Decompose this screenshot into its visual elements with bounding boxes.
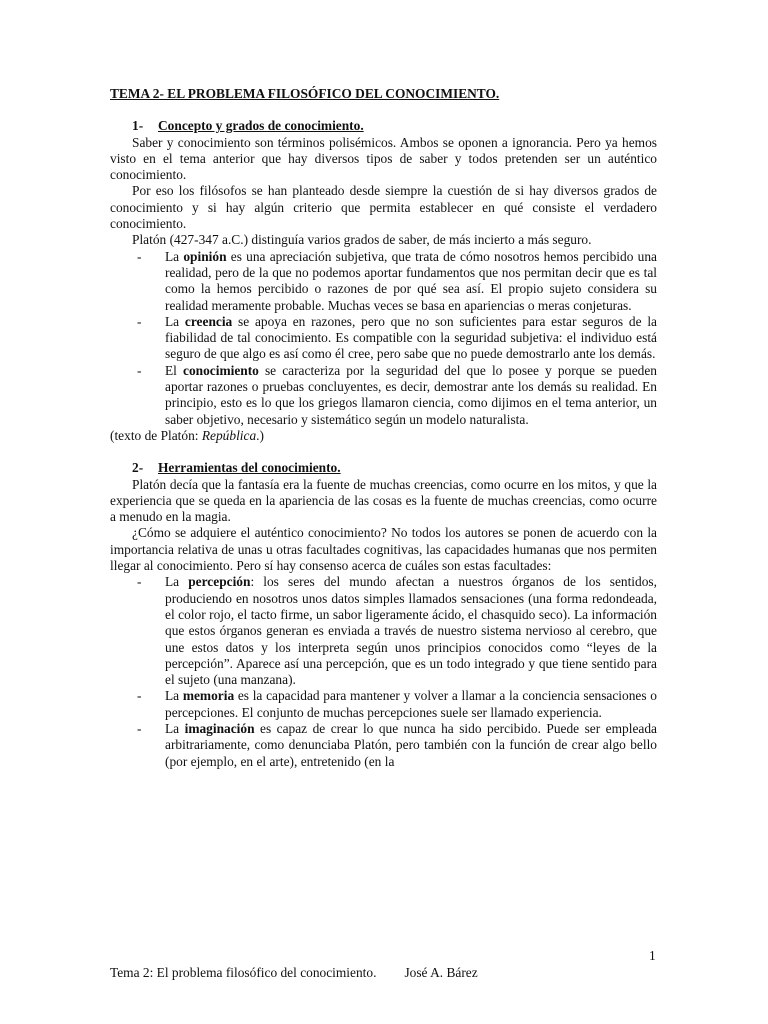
list-item [137, 720, 657, 770]
item-term: imaginación [184, 720, 255, 736]
item-text: es la capacidad para mantener y volver a llamar a la conciencia sensaciones o percepciones. El conjunto de muchas percepciones suele ser llamado experiencia. [165, 688, 657, 720]
cognitive-faculties-list [110, 574, 657, 770]
list-item [137, 688, 657, 721]
bullet-dash: - [137, 248, 142, 264]
bullet-dash: - [137, 313, 142, 329]
item-prefix: La [165, 720, 185, 736]
section-2-paragraph-2: ¿Cómo se adquiere el auténtico conocimiento? No todos los autores se ponen de acuerdo con la importancia relativa de unas u otras facultades cognitivas, las capacidades humanas que nos permiten llegar al conocimiento. Pero sí hay consenso acerca de cuáles son estas facultades: [110, 525, 657, 574]
bullet-dash: - [137, 720, 142, 736]
section-1-number: 1- [132, 118, 144, 134]
item-term: opinión [183, 248, 227, 264]
section-1-title: Concepto y grados de conocimiento. [158, 118, 364, 134]
note-work-title: República [201, 427, 257, 443]
footer-title: Tema 2: El problema filosófico del conocimiento. [110, 965, 377, 980]
note-prefix: (texto de Platón: [110, 427, 202, 443]
list-item [137, 574, 657, 688]
page-number: 1 [649, 948, 656, 963]
item-term: memoria [182, 688, 235, 704]
item-prefix: La [165, 574, 189, 590]
bullet-dash: - [137, 574, 142, 590]
list-item [137, 313, 657, 363]
list-item [137, 248, 657, 314]
document-page [110, 86, 657, 770]
section-1-paragraph-2: Por eso los filósofos se han planteado desde siempre la cuestión de si hay diversos grados de conocimiento y si hay algún criterio que permita establecer en qué consiste el verdadero conocimiento. [110, 183, 657, 232]
item-text: es una apreciación subjetiva, que trata de cómo nosotros hemos percibido una realidad, pero de la que no podemos aportar fundamentos que nos permitan decir que es tal como la hemos percibido o razones de por qué sea así. El propio sujeto considera su realidad meramente probable. Muchas veces se basa en apariencias o meras conjeturas. [165, 248, 657, 313]
plato-reference-note [110, 428, 657, 444]
item-term: percepción [188, 574, 251, 590]
knowledge-grades-list [110, 249, 657, 428]
item-prefix: El [165, 362, 183, 378]
list-item [137, 362, 658, 428]
section-1-paragraph-3: Platón (427-347 a.C.) distinguía varios grados de saber, de más incierto a más seguro. [132, 232, 592, 248]
bullet-dash: - [137, 362, 142, 378]
section-2-title: Herramientas del conocimiento. [158, 460, 341, 476]
item-term: conocimiento [183, 362, 259, 378]
item-text: se apoya en razones, pero que no son suficientes para estar seguros de la fiabilidad de tal conocimiento. Es compatible con la seguridad subjetiva: el individuo está seguro de que algo es así como él cree, pero sabe que no puede demostrarlo ante los demás. [165, 313, 657, 362]
item-term: creencia [184, 313, 233, 329]
bullet-dash: - [137, 688, 142, 704]
item-prefix: La [165, 313, 185, 329]
footer-author: José A. Bárez [404, 965, 478, 980]
item-text: se caracteriza por la seguridad del que lo posee y porque se pueden aportar razones o pruebas concluyentes, es decir, demostrar ante los demás su realidad. En principio, esto es lo que los griegos llamaron ciencia, como dijimos en el tema anterior, un saber objetivo, necesario y sistemático según un modelo naturalista. [165, 362, 658, 427]
section-1-heading [110, 118, 657, 134]
section-2-paragraph-1: Platón decía que la fantasía era la fuente de muchas creencias, como ocurre en los mitos, y que la experiencia que se queda en la apariencia de las cosas es la fuente de muchas creencias, como ocurre a menudo en la magia. [110, 476, 657, 525]
note-suffix: .) [256, 427, 264, 443]
section-2-number: 2- [132, 460, 144, 476]
item-text: es capaz de crear lo que nunca ha sido percibido. Puede ser empleada arbitrariamente, como denunciaba Platón, pero también con la función de crear algo bello (por ejemplo, en el arte), entretenido (en la [165, 720, 657, 769]
item-prefix: La [165, 688, 183, 704]
section-2-heading [110, 460, 657, 476]
item-prefix: La [165, 248, 184, 264]
document-title: TEMA 2- EL PROBLEMA FILOSÓFICO DEL CONOCIMIENTO. [110, 86, 500, 101]
item-text: : los seres del mundo afectan a nuestros órganos de los sentidos, produciendo en nosotros unos datos simples llamados sensaciones (una forma redondeada, el color rojo, el tacto firme, un sabor ligeramente ácido, el chasquido seco). La información que estos órganos generan es enviada a través de nuestro sistema nervioso al cerebro, que une estos datos y los interpreta según unos principios conocidos como “leyes de la percepción”. Aparece así una percepción, que es un todo integrado y que tiene sentido para el sujeto (una manzana). [165, 574, 657, 688]
page-footer [110, 965, 478, 981]
section-1-paragraph-1: Saber y conocimiento son términos polisémicos. Ambos se oponen a ignorancia. Pero ya hemos visto en el tema anterior que hay diversos tipos de saber y todos pretenden ser un auténtico conocimiento. [110, 134, 657, 183]
